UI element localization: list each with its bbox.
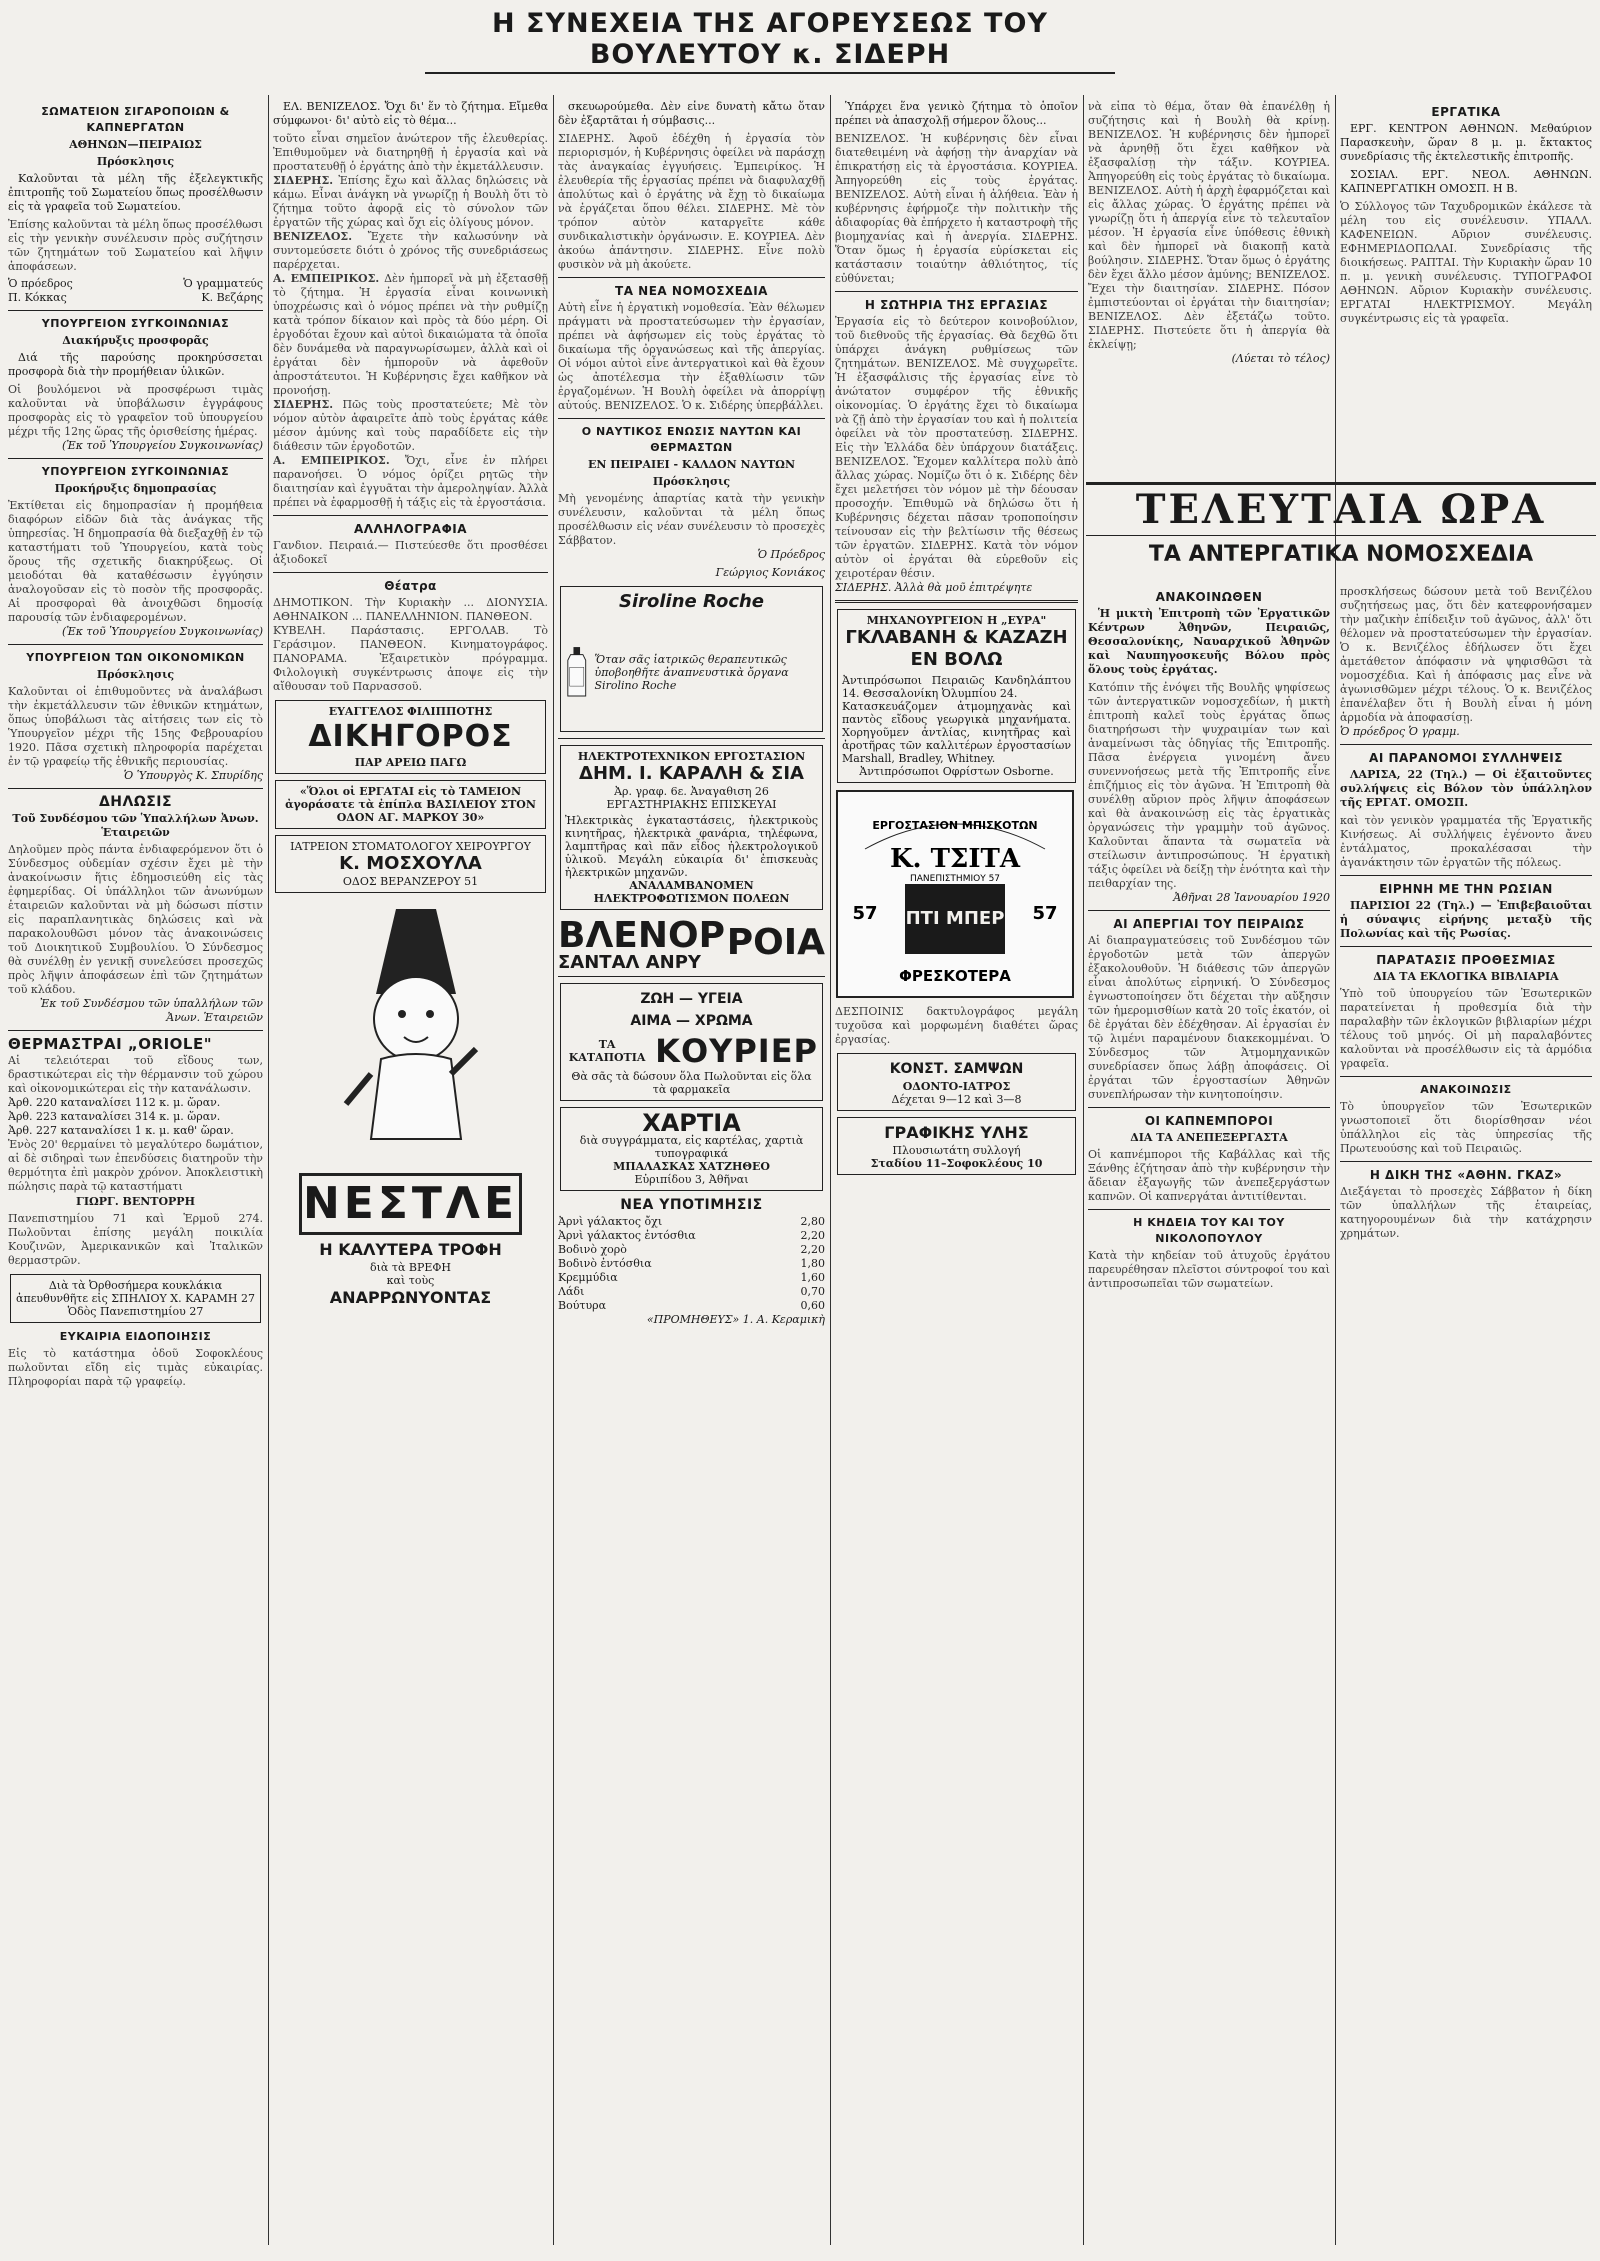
ad-product: ΠΤΙ ΜΠΕΡ [905,908,1005,929]
section-heading: ΑΝΑΚΟΙΝΩΘΕΝ [1155,590,1263,604]
biscuit-factory-ad [835,789,1075,999]
price-value: 2,20 [800,1229,825,1242]
last-hour-title: ΤΕΛΕΥΤΑΙΑ ΩΡΑ [1086,482,1596,536]
section-heading: ΟΙ ΚΑΠΝΕΜΠΟΡΟΙ [1144,1114,1274,1128]
ad-title: ΒΛΕΝΟΡ [558,915,726,956]
ad-box [10,1274,261,1323]
signature-name: Κ. Βεζάρης [201,291,263,304]
prices-heading: ΝΕΑ ΥΠΟΤΙΜΗΣΙΣ [620,1197,763,1213]
column-2 [273,100,548,2250]
price-item: Βοδινὸ χορὸ [558,1243,627,1256]
section-heading: ΥΠΟΥΡΓΕΙΟΝ ΤΩΝ ΟΙΚΟΝΟΜΙΚΩΝ [26,651,245,664]
prices-source: «ΠΡΟΜΗΘΕΥΣ» 1. Α. Κεραμικὴ [646,1313,825,1326]
article-body: Ἐπίσης καλοῦνται τὰ μέλη ὅπως προσέλθωσι εἰς τὴν γενικὴν συνέλευσιν πρὸς συζήτησιν τῶν ζητημάτων τοῦ Σωματείου καὶ λῆψιν ἀποφάσεων. [8,218,263,273]
price-value: 1,60 [800,1271,825,1284]
ad-title: ΧΑΡΤΙΑ [642,1109,741,1137]
roche-ad [560,586,823,732]
article-body: Ἐργασία εἰς τὸ δεύτερον κοινοβούλιον, τοῦ διεθνοῦς τῆς ἐργασίας. Θὰ δεχθῶ ὅτι ὑπάρχει ἀνάγκη ρυθμίσεως τῶν ζητημάτων. ΒΕΝΙΖΕΛΟΣ. Μὲ συγχωρεῖτε. Ἡ ἐξασφάλισις τῆς ἐργασίας εἶνε τὸ ἀνώτατον συμφέρον τῆς ἐθνικῆς οἰκονομίας. Ὁ ἐργάτης ἔχει τὸ δικαίωμα νὰ ζῇ ἀπὸ τὴν ἐργασίαν του καὶ ἡ πολιτεία ὀφείλει νὰ τὸν προστατεύσῃ. ΣΙΔΕΡΗΣ. Εἰς τὴν Ἑλλάδα δὲν ὑπάρχουν διατάξεις. ΒΕΝΙΖΕΛΟΣ. Ἔχομεν καλλίτερα πολὺ ἀπὸ ἄλλας χώρας. Νομίζω ὅτι ὁ κ. Σιδέρης δὲν ἔχει μελετήσει τὸν νόμον μὲ τὴν δέουσαν προσοχήν. Ἐπιθυμῶ νὰ δηλώσω ὅτι ἡ Κυβέρνησις δέχεται πᾶσαν τροποποίησιν τείνουσαν εἰς τὴν βελτίωσιν τῆς θέσεως τῶν ἐργατῶν. ΣΙΔΕΡΗΣ. Κατὰ τὸν νόμον αὐτὸν οἱ ἐργάται θὰ εὑρεθοῦν εἰς χειροτέραν θέσιν. [835,315,1078,580]
price-item: Βούτυρα [558,1299,607,1312]
worker-ad [275,780,546,829]
price-list [558,1215,825,1313]
signature-name: Γεώργιος Κονιάκος [715,566,825,579]
signature-label: Ὁ πρόεδρος [8,277,73,290]
price-row [558,1215,825,1229]
price-item: Λάδι [558,1285,585,1298]
article-body: Διεξάγεται τὸ προσεχὲς Σάββατον ἡ δίκη τῶν ὑπαλλήλων τῆς ἑταιρείας, κατηγορουμένων διὰ τὴν κατάχρησιν χρημάτων. [1340,1185,1592,1240]
signature-name: Π. Κόκκας [8,291,67,304]
column-rule [1083,95,1084,2245]
source-note: (Ἐκ τοῦ Ὑπουργείου Συγκοινωνίας) [62,625,263,638]
ad-name: Κ. ΜΟΣΧΟΥΛΑ [339,853,482,874]
price-item: Βοδινὸ ἐντόσθια [558,1257,652,1270]
article-body: Ἐκτίθεται εἰς δημοπρασίαν ἡ προμήθεια διαφόρων εἰδῶν διὰ τὰς ἀνάγκας τῆς ὑπηρεσίας. Ἡ δημοπρασία θὰ διεξαχθῇ ἐν τῷ καταστήματι τοῦ Ὑπουργείου, κατὰ τοὺς ὅρους τῆς σχετικῆς διακηρύξεως. Οἱ μειοδόται θὰ καταθέσωσιν ἐγγύησιν ἀναλογοῦσαν εἰς τὸ ποσὸν τῆς προσφορᾶς. Αἱ προσφοραὶ θὰ ἀνοιχθῶσι δημοσίᾳ παρουσίᾳ τῶν ἐνδιαφερομένων. [8,499,263,624]
article-body: Κατὰ τὴν κηδείαν τοῦ ἀτυχοῦς ἐργάτου παρευρέθησαν πλεῖστοι σύντροφοί του καὶ ἀντιπροσωπεῖαι τῶν σωματείων. [1088,1249,1330,1290]
price-value: 1,80 [800,1257,825,1270]
ad-line: ΑΝΑΡΡΩΝΥΟΝΤΑΣ [329,1288,492,1307]
signature-label: Ὁ Πρόεδρος [757,548,825,561]
section-heading: Η ΔΙΚΗ ΤΗΣ «ΑΘΗΝ. ΓΚΑΖ» [1369,1168,1563,1182]
article-paragraph: ΕΛ. ΒΕΝΙΖΕΛΟΣ. Ὄχι δι' ἕν τὸ ζήτημα. Εἴμεθα σύμφωνοι· δι' αὐτὸ εἰς τὸ θέμα... [273,100,548,127]
paper-ad [560,1107,823,1191]
speaker: Α. ΕΜΠΕΙΡΙΚΟΣ. [273,454,390,467]
article-body: Οἱ καπνέμποροι τῆς Καβάλλας καὶ τῆς Ξάνθης ἐζήτησαν ἀπὸ τὴν κυβέρνησιν τὴν ἄδειαν ἐξαγωγῆς τῶν ἀνεπεξεργάστων καπνῶν. Οἱ καπνεργάται ἀντιτίθενται. [1088,1148,1330,1203]
column-6-top [1340,100,1592,480]
article-body: Α. ΕΜΠΕΙΡΙΚΟΣ. Ὄχι, εἶνε ἐν πλήρει παρανοήσει. Ὁ νόμος ὁρίζει ρητῶς τὴν διαιτησίαν καὶ ἐγγυᾶται τὴν ἀμεροληψίαν. Ἀλλὰ πρέπει νὰ ἐφαρμοσθῇ ἡ τάξις εἰς τὰ ἐργοστάσια. [273,454,548,509]
ad-text: Διὰ τὰ Ὀρθοσήμερα κουκλάκια ἀπευθυνθῆτε εἰς ΣΠΗΛΙΟΥ Χ. ΚΑΡΑΜΗ 27 Ὁδὸς Πανεπιστημίου 27 [16,1279,255,1318]
section-subheading: ΔΙΑ ΤΑ ΑΝΕΠΕΞΕΡΓΑΣΤΑ [1130,1131,1288,1144]
section-heading: Η ΣΩΤΗΡΙΑ ΤΗΣ ΕΡΓΑΣΙΑΣ [864,298,1049,312]
section-subheading: Πρόσκλησις [96,155,175,168]
section-heading: ΑΝΑΚΟΙΝΩΣΙΣ [1420,1083,1512,1096]
ad-text: Πλουσιωτάτη συλλογή [892,1144,1021,1157]
signature-row [8,291,263,305]
main-headline: Η ΣΥΝΕΧΕΙΑ ΤΗΣ ΑΓΟΡΕΥΣΕΩΣ ΤΟΥ ΒΟΥΛΕΥΤΟΥ κ. ΣΙΔΕΡΗ [425,8,1115,74]
column-4 [835,100,1078,2250]
ad-line: διὰ τὰ ΒΡΕΦΗ [370,1261,451,1274]
article-body: Κατόπιν τῆς ἐνόψει τῆς Βουλῆς ψηφίσεως τῶν ἀντεργατικῶν νομοσχεδίων, ἡ μικτὴ ἐπιτροπὴ καλεῖ τοὺς ἐργάτας ὅπως διατηρήσωσι τὴν ψυχραιμίαν των καὶ ἀναμείνωσι τὰς ὁδηγίας τῆς Ἐπιτροπῆς. Πᾶσα ἐνέργεια γινομένη ἄνευ συνεννοήσεως μετὰ τῆς Ἐπιτροπῆς εἶνε ἐπιζήμιος εἰς τὸν ἀγῶνα. Ἡ Ἐπιτροπὴ θὰ συνέλθῃ αὔριον πρὸς λῆψιν ἀποφάσεων καὶ θὰ ἀνακοινώσῃ εἰς τὰς ἐργατικὰς ὀργανώσεις τὴν γραμμὴν τοῦ ἀγῶνος. Καλοῦνται ἅπαντα τὰ σωματεῖα νὰ στείλωσιν ἀντιπροσώπους. Ἡ ἐργατικὴ τάξις ὀφείλει νὰ δείξῃ τὴν ἑνότητα καὶ τὴν πειθαρχίαν της. [1088,681,1330,890]
section-heading: ΑΙ ΠΑΡΑΝΟΜΟΙ ΣΥΛΛΗΨΕΙΣ [1369,751,1563,765]
article-body: Γανδιον. Πειραιά.— Πιστεύεσθε ὅτι προσθέσει ἀξιοδοκεῖ [273,539,548,566]
ad-line: ΑΝΑΛΑΜΒΑΝΟΜΕΝ ΗΛΕΚΤΡΟΦΩΤΙΣΜΟΝ ΠΟΛΕΩΝ [593,879,790,905]
bottle-icon [565,617,589,727]
dateline: Ἀθῆναι 28 Ἰανουαρίου 1920 [1173,891,1330,904]
ad-number: 57 [1032,903,1058,924]
section-subheading: ΔΙΑ ΤΑ ΕΚΛΟΓΙΚΑ ΒΙΒΛΙΑΡΙΑ [1373,970,1559,983]
ad-text: Θὰ σᾶς τὰ δώσουν ὅλα Πωλοῦνται εἰς ὅλα τὰ φαρμακεῖα [571,1070,812,1096]
article-body: Ὑπὸ τοῦ ὑπουργείου τῶν Ἐσωτερικῶν παρατείνεται ἡ προθεσμία διὰ τὴν παραλαβὴν τῶν ἐκλογικῶν βιβλιαρίων μέχρι τέλους τοῦ μηνός. Οἱ μὴ παραλαβόντες καλοῦνται νὰ προσέλθωσιν εἰς τὰ ἁρμόδια γραφεῖα. [1340,987,1592,1070]
stationery-ad [837,1117,1076,1175]
article-body: Αὐτὴ εἶνε ἡ ἐργατικὴ νομοθεσία. Ἐὰν θέλωμεν πράγματι νὰ προστατεύσωμεν τὴν ἐργασίαν, πρέπει νὰ ἀφήσωμεν εἰς τοὺς ἐργάτας τὸ δικαίωμα τῆς ὀργανώσεως καὶ τῆς ἀπεργίας. Οἱ νόμοι αὐτοὶ εἶνε ἀντεργατικοὶ καὶ θὰ ἔχουν ὡς ἀποτέλεσμα τὴν ἐξαθλίωσιν τῶν ἐργαζομένων. Ἡ Βουλὴ ὀφείλει νὰ ἀπορρίψῃ αὐτούς. ΒΕΝΙΖΕΛΟΣ. Ὁ κ. Σιδέρης ὑπερβάλλει. [558,301,825,412]
ad-heading: ΘΕΡΜΑΣΤΡΑΙ „ORIOLE" [8,1035,213,1053]
ad-address: ΠΑΡ ΑΡΕΙΩ ΠΑΓΩ [354,756,467,769]
section-subheading: Πρόσκλησις [652,475,731,488]
ad-body: Πανεπιστημίου 71 καὶ Ἑρμοῦ 274. Πωλοῦνται ἐπίσης μεγάλη ποικιλία Κουζινῶν, Ἀμερικανικῶν καὶ Ἰταλικῶν θερμαστρῶν. [8,1212,263,1267]
classified-ad: ΔΕΣΠΟΙΝΙΣ δακτυλογράφος μεγάλη τυχοῦσα καὶ μορφωμένη διαθέτει ὥρας ἐργασίας. [835,1005,1078,1046]
section-subheading: ΕΝ ΠΕΙΡΑΙΕΙ - ΚΑΛΔΟΝ ΝΑΥΤΩΝ [588,458,795,471]
article-body: ΣΙΔΕΡΗΣ. Ἀφοῦ ἐδέχθη ἡ ἐργασία τὸν περιορισμόν, ἡ Κυβέρνησις ὀφείλει νὰ παράσχῃ τὰς ἀναγκαίας ἐγγυήσεις. Ἐμπειρίκος. Ἡ ἐλευθερία τῆς ἐργασίας πρέπει νὰ διαφυλαχθῇ ἀπολύτως καὶ ὁ ἐργάτης νὰ ἔχῃ τὸ δικαίωμα νὰ ἐργάζεται ὅπου θέλει. ΣΙΔΕΡΗΣ. Μὲ τὸν τρόπον αὐτὸν καταργεῖτε κάθε συνδικαλιστικὴν ὀργάνωσιν. Ε. ΚΟΥΡΙΕΑ. Δὲν ἀκούω ἀπάντησιν. ΣΙΔΕΡΗΣ. Εἶνε πολὺ φυσικὸν νὰ μὴ ἀκούετε. [558,132,825,271]
price-value: 0,60 [800,1299,825,1312]
section-heading: ΑΛΛΗΛΟΓΡΑΦΙΑ [353,522,468,536]
ad-title: ΕΡΓΟΣΤΑΣΙΟΝ ΜΠΙΣΚΟΤΩΝ [872,819,1038,832]
dentist-ad [837,1053,1076,1111]
baby-doll-illustration [326,899,496,1159]
last-hour-banner [1086,482,1596,573]
ad-name: ΕΥΑΓΓΕΛΟΣ ΦΙΛΙΠΠΟΤΗΣ [328,705,493,718]
price-row [558,1243,825,1257]
section-heading: Ο ΝΑΥΤΙΚΟΣ ΕΝΩΣΙΣ ΝΑΥΤΩΝ ΚΑΙ ΘΕΡΜΑΣΤΩΝ [581,425,802,454]
ad-body: Ἑνὸς 20' θερμαίνει τὸ μεγαλύτερο δωμάτιον, αἱ δὲ σιδηραὶ των ἐπενδύσεις διατηροῦν τὴν θερμότητα ἐπὶ μακρὸν χρόνον. Ἀποκλειστικὴ πώλησις παρὰ τῷ καταστήματι [8,1138,263,1193]
article-body: Δηλοῦμεν πρὸς πάντα ἐνδιαφερόμενον ὅτι ὁ Σύνδεσμος οὐδεμίαν σχέσιν ἔχει μὲ τὴν ἀνακοίνωσιν ἥτις ἐδημοσιεύθη εἰς τὰς ἐφημερίδας. Οἱ ὑπάλληλοι τῶν ἀνωνύμων ἑταιρειῶν καλοῦνται νὰ μὴ δώσωσι πίστιν εἰς παραπλανητικὰς δηλώσεις καὶ νὰ παρακολουθῶσι μόνον τὰς ἀνακοινώσεις τοῦ Διοικητικοῦ Συμβουλίου. Ὁ Σύνδεσμος θὰ συνέλθῃ ἐν γενικῇ συνελεύσει προσεχῶς πρὸς λῆψιν ἀποφάσεων ἐπὶ τῶν ζητημάτων τοῦ κλάδου. [8,843,263,996]
lawyer-ad [275,700,546,774]
ad-title: ΜΗΧΑΝΟΥΡΓΕΙΟΝ Η „ΕΥΡΑ" [866,614,1047,627]
machine-shop-ad: ΜΗΧΑΝΟΥΡΓΕΙΟΝ Η „ΕΥΡΑ" ΓΚΛΑΒΑΝΗ & ΚΑΖΑΖΗ ΕΝ ΒΟΛΩ Ἀντιπρόσωποι Πειραιῶς Κανδηλάπτου 14. Θεσσαλονίκη Ὀλυμπίου 24. Κατασκευάζομεν ἀτμομηχανὰς καὶ παντὸς εἴδους γεωργικὰ μηχανήματα. Χορηγοῦμεν ἀντλίας, κινητῆρας καὶ ἀροτῆρας τῶν καλλιτέρων ἐργοστασίων Marshall, Bradley, Whitney. Ἀντιπρόσωποι Οφρίστων Osborne. [837,609,1076,783]
article-body: Ὁ Σύλλογος τῶν Ταχυδρομικῶν ἐκάλεσε τὰ μέλη του εἰς συνέλευσιν. ΥΠΑΛΛ. ΚΑΦΕΝΕΙΩΝ. Αὔριον συνέλευσις. ΕΦΗΜΕΡΙΔΟΠΩΛΑΙ. Συνεδρίασις τῆς διοικήσεως. ΡΑΠΤΑΙ. Τὴν Κυριακὴν ὥραν 10 π. μ. γενικὴ συνέλευσις. ΤΥΠΟΓΡΑΦΟΙ ΑΘΗΝΩΝ. Αὔριον Κυριακὴν συνέλευσις. ΕΡΓΑΤΑΙ ΗΛΕΚΤΡΙΣΜΟΥ. Μεγάλη συγκέντρωσις εἰς τὰ γραφεῖα. [1340,200,1592,325]
section-subheading: Προκήρυξις δημοπρασίας [54,482,217,495]
price-value: 0,70 [800,1285,825,1298]
ad-address: ΟΔΟΣ ΒΕΡΑΝΖΕΡΟΥ 51 [342,875,479,888]
column-5 [1088,585,1330,2250]
ad-text: Ἀντιπρόσωποι Πειραιῶς Κανδηλάπτου 14. Θεσσαλονίκη Ὀλυμπίου 24. [842,674,1071,700]
column-rule [553,95,554,2245]
theatre-listings: ΔΗΜΟΤΙΚΟΝ. Τὴν Κυριακὴν ... ΔΙΟΝΥΣΙΑ. ΑΘΗΝΑΙΚΟΝ ... ΠΑΝΕΛΛΗΝΙΟΝ. ΠΑΝΘΕΟΝ. [273,596,548,623]
signature: Ἐκ τοῦ Συνδέσμου τῶν ὑπαλλήλων τῶν Ἀνων. Ἑταιρειῶν [39,997,263,1024]
article-body: τοῦτο εἶναι σημεῖον ἀνώτερον τῆς ἐλευθερίας. Ἐπιθυμοῦμεν νὰ διατηρηθῇ ἡ ἐργασία καὶ νὰ προστατευθῇ ὁ ἐργάτης ἀπὸ τὴν ἐκμετάλλευσιν. [273,132,548,173]
section-heading: ΣΩΜΑΤΕΙΟΝ ΣΙΓΑΡΟΠΟΙΩΝ & ΚΑΠΝΕΡΓΑΤΩΝ [41,105,230,134]
ad-title: ΡΟΙΑ [726,922,825,963]
article-body: ΒΕΝΙΖΕΛΟΣ. Ἡ κυβέρνησις δὲν εἶναι διατεθειμένη νὰ ἀφήσῃ τὴν ἀναρχίαν νὰ ἐπικρατήσῃ εἰς τὰ ἐργοστάσια. ΚΟΥΡΙΕΑ. Ἀπηγορεύθη εἰς τοὺς ἐργάτας. ΒΕΝΙΖΕΛΟΣ. Αὐτὴ εἶναι ἡ ἀλήθεια. Ἐὰν ἡ κυβέρνησις ἐφήρμοζε τὴν πολιτικὴν τῆς ἀδιαφορίας θὰ ἐπήρχετο ἡ καταστροφὴ τῆς βιομηχανίας καὶ ἡ ἀνεργία. ΣΙΔΕΡΗΣ. Ὅταν ὅμως ἡ ἐργασία εὑρίσκεται εἰς κατάστασιν τοιαύτην ἀθλιότητος, τίς εὐθύνεται; [835,132,1078,285]
article-body: Εἰς τὸ κατάστημα ὁδοῦ Σοφοκλέους πωλοῦνται εἴδη εἰς τιμὰς εὐκαιρίας. Πληροφορίαι παρὰ τῷ γραφείῳ. [8,1347,263,1388]
article-body: προσκλήσεως δώσουν μετὰ τοῦ Βενιζέλου συζητήσεως μας, ὅτι δὲν κατεφρονήσαμεν τὴν μαζικὴν ἐπίδειξιν τοῦ ἀγῶνος, ἀλλ' ὅτι θέλομεν νὰ προστατεύσωμεν τὴν ἐργασίαν. Ὁ κ. Βενιζέλος ἐδήλωσεν ὅτι ἔχει ἀμετάθετον ἀπόφασιν νὰ ψηφισθῶσι τὰ νομοσχέδια. Καὶ ἡ ἀπόφασις μας εἶνε νὰ ἀγωνισθῶμεν μέχρι τέλους. Ὁ κ. Βενιζέλος ἐπανέλαβεν ὅτι ἡ Βουλὴ εἶναι ἡ μόνη ἁρμοδία νὰ ἀποφασίσῃ. [1340,585,1592,724]
price-item: Ἀρνὶ γάλακτος ἐντόσθια [558,1229,696,1242]
ad-body: Αἱ τελειότεραι τοῦ εἴδους των, δραστικώτεραι εἰς τὴν θέρμανσιν τοῦ χώρου καὶ οἰκονομικώτεραι εἰς τὴν κατανάλωσιν. [8,1054,263,1095]
article-paragraph: ΕΡΓ. ΚΕΝΤΡΟΝ ΑΘΗΝΩΝ. Μεθαύριον Παρασκευὴν, ὥραν 8 μ. μ. ἔκτακτος συνεδρίασις τῆς ἐκτελεστικῆς ἐπιτροπῆς. [1340,122,1592,163]
article-paragraph: Ὑπάρχει ἕνα γενικὸ ζήτημα τὸ ὁποῖον πρέπει νὰ ἀπασχολῇ σήμερον ὅλους... [835,100,1078,127]
section-heading: ΥΠΟΥΡΓΕΙΟΝ ΣΥΓΚΟΙΝΩΝΙΑΣ [41,465,230,478]
ad-line: Ἀρθ. 227 καταναλίσει 1 κ. μ. καθ' ὥραν. [8,1124,234,1137]
ad-line: καὶ τοὺς [386,1274,435,1287]
article-paragraph: Καλοῦνται τὰ μέλη τῆς ἐξελεγκτικῆς ἐπιτροπῆς τοῦ Σωματείου ὅπως προσέλθωσιν εἰς τὰ γραφεῖα τοῦ Σωματείου. [8,172,263,213]
speaker: Α. ΕΜΠΕΙΡΙΚΟΣ. [273,272,380,285]
ad-address: Ἀρ. γραφ. 6ε. Ἀναγαθιση 26 ΕΡΓΑΣΤΗΡΙΑΚΗΣ ΕΠΙΣΚΕΥΑΙ [606,785,777,811]
article-paragraph: σκευωρούμεθα. Δὲν εἶνε δυνατὴ κἄτω ὅταν δὲν ἐξαρτᾶται ἡ σύμβασις... [558,100,825,127]
ad-text: «Ὅλοι οἱ ΕΡΓΑΤΑΙ εἰς τὸ ΤΑΜΕΙΟΝ ἀγοράσατε τὰ ἐπίπλα ΒΑΣΙΛΕΙΟΥ ΣΤΟΝ ΟΔΟΝ ΑΓ. ΜΑΡΚΟΥ 30» [285,785,536,824]
article-paragraph: Διά τῆς παρούσης προκηρύσσεται προσφορὰ διὰ τὴν προμήθειαν ὑλικῶν. [8,351,263,378]
section-subheading: Τοῦ Συνδέσμου τῶν Ὑπαλλήλων Ἀνων. Ἑταιρειῶν [12,812,259,839]
price-row [558,1271,825,1285]
nestle-logo: ΝΕΣΤΛΕ [299,1173,522,1235]
section-heading: ΑΙ ΑΠΕΡΓΙΑΙ ΤΟΥ ΠΕΙΡΑΙΩΣ [1113,917,1305,931]
ad-address: Σταδίου 11–Σοφοκλέους 10 [870,1157,1043,1170]
ad-title: ΚΟΥΡΙΕΡ [655,1032,818,1070]
ad-line: Ἀρθ. 223 καταναλίσει 314 κ. μ. ὥραν. [8,1110,221,1123]
article-end: ΣΙΔΕΡΗΣ. Ἀλλὰ θὰ μοῦ ἐπιτρέψητε [835,581,1033,594]
ad-line: ΤΑ ΚΑΤΑΠΟΤΙΑ [568,1038,646,1064]
ad-name: ΔΗΜ. Ι. ΚΑΡΑΛΗ & ΣΙΑ [579,763,804,784]
ad-line: ΑΙΜΑ — ΧΡΩΜΑ [630,1013,753,1029]
speaker: ΣΙΔΕΡΗΣ. [273,398,334,411]
article-body: Αἱ διαπραγματεύσεις τοῦ Συνδέσμου τῶν ἐργοδοτῶν μετὰ τῶν ἀπεργῶν ἐξακολουθοῦν. Ἡ διάθεσις τῶν ἀπεργῶν εἶναι ἀπολύτως εἰρηνική. Ὁ Σύνδεσμος ἐγνωστοποίησεν ὅτι δέχεται τὴν αὔξησιν τῶν ἡμερομισθίων κατὰ 20 τοῖς ἑκατόν, οἱ δὲ ἐργάται δὲν ἐδέχθησαν. Αἱ ἐργασίαι ἐν τῷ λιμένι παραμένουν διακεκομμέναι. Ὁ Σύνδεσμος τῶν Ἀτμομηχανικῶν συνεδρίασεν ὅπως λάβῃ ἀποφάσεις. Οἱ ἐργάται τῶν ἐργοστασίων Ἀθηνῶν συνεπλήρωσαν τὴν κινητοποίησιν. [1088,934,1330,1101]
blenor-ad [558,915,825,973]
article-body: Α. ΕΜΠΕΙΡΙΚΟΣ. Δὲν ἠμπορεῖ νὰ μὴ ἐξετασθῇ τὸ ζήτημα. Ἡ ἐργασία εἶναι κοινωνικὴ ὑποχρέωσις καὶ ὁ νόμος πρέπει νὰ τὴν ρυθμίζῃ κατὰ τρόπον δίκαιον καὶ πρὸς τὰ δύο μέρη. Οἱ ἐργοδόται ἔχουν καὶ αὐτοὶ δικαιώματα τὰ ὁποῖα δὲν δυνάμεθα νὰ παραγνωρίσωμεν, ἀλλὰ καὶ οἱ ἐργάται δὲν ἠμποροῦν νὰ ἀφεθοῦν ἀπροστάτευτοι. Ἡ Κυβέρνησις ἔχει καθῆκον νὰ προνοήσῃ. [273,272,548,397]
section-heading: ΔΗΛΩΣΙΣ [98,794,173,810]
column-3 [558,100,825,2250]
dentist-ad [275,835,546,893]
article-body: Οἱ βουλόμενοι νὰ προσφέρωσι τιμὰς καλοῦνται νὰ ὑποβάλωσιν ἐγγράφους προσφορὰς εἰς τὸ γραφεῖον τοῦ ὑπουργείου μέχρι τῆς 12ης ὥρας τῆς ὁρισθείσης ἡμέρας. [8,383,263,438]
ad-slogan: ΦΡΕΣΚΟΤΕΡΑ [899,967,1011,985]
section-heading: ΥΠΟΥΡΓΕΙΟΝ ΣΥΓΚΟΙΝΩΝΙΑΣ [41,317,230,330]
ad-subtitle: ΣΑΝΤΑΛ ΑΝΡΥ [558,952,701,973]
section-subheading: ΑΘΗΝΩΝ—ΠΕΙΡΑΙΩΣ [69,138,202,151]
ad-text: Ὅταν σᾶς ἰατρικῶς θεραπευτικῶς ὑποβοηθῆτε ἀναπνευστικὰ ὄργανα Sirolino Roche [594,652,789,692]
signature-row [8,277,263,291]
article-body: νὰ εἶπα τὸ θέμα, ὅταν θὰ ἐπανέλθῃ ἡ συζήτησις καὶ ἡ Βουλὴ θὰ κρίνῃ. ΒΕΝΙΖΕΛΟΣ. Ἡ κυβέρνησις δὲν ἠμπορεῖ νὰ ἀρνηθῇ ὅτι ἔχει καθῆκον νὰ ἐξασφαλίσῃ τὴν τάξιν. ΚΟΥΡΙΕΑ. Ἀπηγορεύθη εἰς τοὺς ἐργάτας τὸ δικαίωμα. ΒΕΝΙΖΕΛΟΣ. Αὐτὴ ἡ ἀρχὴ ἐφαρμόζεται καὶ εἰς ἄλλας χώρας. Ὁ ἐργάτης πρέπει νὰ γνωρίζῃ ὅτι ἡ ἀπεργία εἶνε τὸ τελευταῖον μέσον. Ἡ ἐργασία εἶνε ὑπόθεσις ἐθνικὴ καὶ δὲν ἠμπορεῖ νὰ διακοπῇ κατὰ βούλησιν. ΣΙΔΕΡΗΣ. Ὅταν ὅμως ὁ ἐργάτης δὲν ἔχει ἄλλο μέσον ἀμύνης; ΒΕΝΙΖΕΛΟΣ. Ἔχει τὴν διαιτησίαν. ΣΙΔΕΡΗΣ. Πόσον ἐμπιστεύονται οἱ ἐργάται τὴν διαιτησίαν; ΒΕΝΙΖΕΛΟΣ. Δὲν ἐξετάζω τοῦτο. ΣΙΔΕΡΗΣ. Πιστεύετε ὅτι ἡ ἀπεργία θὰ ἐκλείψῃ; [1088,100,1330,351]
ad-name: ΓΚΛΑΒΑΝΗ & ΚΑΖΑΖΗ ΕΝ ΒΟΛΩ [845,627,1068,670]
ad-number: 57 [852,903,878,924]
ad-title: ΙΑΤΡΕΙΟΝ ΣΤΟΜΑΤΟΛΟΓΟΥ ΧΕΙΡΟΥΡΓΟΥ [290,840,531,853]
column-rule [830,95,831,2245]
speaker: ΒΕΝΙΖΕΛΟΣ. [273,230,353,243]
column-1 [8,100,263,2250]
article-paragraph: ΣΟΣΙΑΛ. ΕΡΓ. ΝΕΟΛ. ΑΘΗΝΩΝ. ΚΑΠΝΕΡΓΑΤΙΚΗ ΟΜΟΣΠ. Η Β. [1340,168,1592,195]
signature: Ὁ Ὑπουργὸς Κ. Σπυρίδης [123,769,263,782]
article-body: ΣΙΔΕΡΗΣ. Ἐπίσης ἔχω καὶ ἄλλας δηλώσεις νὰ κάμω. Εἶναι ἀνάγκη νὰ γνωρίζῃ ἡ Βουλὴ ὅτι τὸ ζήτημα τοῦτο ἀφορᾷ εἰς τὸ σύνολον τῶν ἐργατῶν τῆς χώρας καὶ ὄχι εἰς ὀλίγους μόνον. [273,174,548,229]
nestle-ad [275,1165,546,1313]
article-body: Τὸ ὑπουργεῖον τῶν Ἐσωτερικῶν γνωστοποιεῖ ὅτι διορίσθησαν νέοι ὑπάλληλοι εἰς τὰς ὑπηρεσίας τῆς Πρωτευούσης καὶ τοῦ Πειραιῶς. [1340,1100,1592,1155]
ad-line: ΖΩΗ — ΥΓΕΙΑ [640,991,743,1007]
price-item: Κρεμμύδια [558,1271,618,1284]
price-row [558,1285,825,1299]
section-subheading: Πρόσκλησις [96,668,175,681]
price-value: 2,20 [800,1243,825,1256]
article-body: Καλοῦνται οἱ ἐπιθυμοῦντες νὰ ἀναλάβωσι τὴν ἐκμετάλλευσιν τῶν ἐθνικῶν κτημάτων, ὅπως ὑποβάλωσι τὰς αἰτήσεις των εἰς τὸ Ὑπουργεῖον μέχρι τῆς 15ης Φεβρουαρίου 1920. Πᾶσα σχετικὴ πληροφορία παρέχεται ἐν τῷ γραφείῳ τῆς ἐθνικῆς περιουσίας. [8,685,263,768]
price-item: Ἀρνὶ γάλακτος ὄχι [558,1215,663,1228]
column-6: προσκλήσεως δώσουν μετὰ τοῦ Βενιζέλου συζητήσεως μας, ὅτι δὲν κατεφρονήσαμεν τὴν μαζικὴν ἐπίδειξιν τοῦ ἀγῶνος, ἀλλ' ὅτι θέλομεν νὰ προστατεύσωμεν τὴν ἐργασίαν. Ὁ κ. Βενιζέλος ἐδήλωσεν ὅτι ἔχει ἀμετάθετον ἀπόφασιν νὰ ψηφισθῶσι τὰ νομοσχέδια. Καὶ ἡ ἀπόφασις μας εἶνε νὰ ἀγωνισθῶμεν μέχρι τέλους. Ὁ κ. Βενιζέλος ἐπανέλαβεν ὅτι ἡ Βουλὴ εἶναι ἡ μόνη ἁρμοδία νὰ ἀποφασίσῃ. Ὁ πρόεδρος Ὁ γραμμ. ΑΙ ΠΑΡΑΝΟΜΟΙ ΣΥΛΛΗΨΕΙΣ ΛΑΡΙΣΑ, 22 (Τηλ.) — Οἱ ἐξαιτοῦντες συλλήψεις εἰς Βόλον τὸν ὑπάλληλον τῆς ΕΡΓΑΤ. ΟΜΟΣΠ. καὶ τὸν γενικὸν γραμματέα τῆς Ἐργατικῆς Κινήσεως. Αἱ συλλήψεις ἐγένοντο ἄνευ ἐντάλματος, προκαλέσασαι τὴν ἀγανάκτησιν τῶν ἐργατῶν τῆς πόλεως. ΕΙΡΗΝΗ ΜΕ ΤΗΝ ΡΩΣΙΑΝ ΠΑΡΙΣΙΟΙ 22 (Τηλ.) — Ἐπιβεβαιοῦται ἡ σύναψις εἰρήνης μεταξὺ τῆς Πολωνίας καὶ τῆς Ρωσίας. ΠΑΡΑΤΑΣΙΣ ΠΡΟΘΕΣΜΙΑΣ ΔΙΑ ΤΑ ΕΚΛΟΓΙΚΑ ΒΙΒΛΙΑΡΙΑ Ὑπὸ τοῦ ὑπουργείου τῶν Ἐσωτερικῶν παρατείνεται ἡ προθεσμία διὰ τὴν παραλαβὴν τῶν ἐκλογικῶν βιβλιαρίων μέχρι τέλους τοῦ μηνός. Οἱ μὴ παραλαβόντες καλοῦνται νὰ προσέλθωσιν εἰς τὰ ἁρμόδια γραφεῖα. ΑΝΑΚΟΙΝΩΣΙΣ Τὸ ὑπουργεῖον τῶν Ἐσωτερικῶν γνωστοποιεῖ ὅτι διορίσθησαν νέοι ὑπάλληλοι εἰς τὰς ὑπηρεσίας τῆς Πρωτευούσης καὶ τοῦ Πειραιῶς. Η ΔΙΚΗ ΤΗΣ «ΑΘΗΝ. ΓΚΑΖ» Διεξάγεται τὸ προσεχὲς Σάββατον ἡ δίκη τῶν ὑπαλλήλων τῆς ἑταιρείας, κατηγορουμένων διὰ τὴν κατάχρησιν χρημάτων. [1340,585,1592,1240]
ad-title: Siroline Roche [618,591,765,612]
speaker: ΣΙΔΕΡΗΣ. [273,174,334,187]
article-paragraph: ΛΑΡΙΣΑ, 22 (Τηλ.) — Οἱ ἐξαιτοῦντες συλλήψεις εἰς Βόλον τὸν ὑπάλληλον τῆς ΕΡΓΑΤ. ΟΜΟΣΠ. [1340,768,1592,809]
ad-line: Ἀρθ. 220 καταναλίσει 112 κ. μ. ὥραν. [8,1096,221,1109]
column-rule [1335,95,1336,2245]
article-body: καὶ τὸν γενικὸν γραμματέα τῆς Ἐργατικῆς Κινήσεως. Αἱ συλλήψεις ἐγένοντο ἄνευ ἐντάλματος, προκαλέσασαι τὴν ἀγανάκτησιν τῶν ἐργατῶν τῆς πόλεως. [1340,814,1592,869]
ad-title: ΓΡΑΦΙΚΗΣ ΥΛΗΣ [884,1123,1029,1142]
section-heading: Η ΚΗΔΕΙΑ ΤΟΥ ΚΑΙ ΤΟΥ ΝΙΚΟΛΟΠΟΥΛΟΥ [1133,1216,1285,1245]
ad-name: ΜΠΑΛΑΣΚΑΣ ΧΑΤΖΗΘΕΟ [613,1160,770,1173]
price-value: 2,80 [800,1215,825,1228]
price-row [558,1257,825,1271]
ad-text: Ἀντιπρόσωποι Οφρίστων Osborne. [859,765,1054,778]
kourier-ad [560,983,823,1101]
column-rule [268,95,269,2245]
last-hour-subtitle: ΤΑ ΑΝΤΕΡΓΑΤΙΚΑ ΝΟΜΟΣΧΕΔΙΑ [1148,542,1534,567]
section-heading: ΕΙΡΗΝΗ ΜΕ ΤΗΝ ΡΩΣΙΑΝ [1379,882,1553,896]
section-heading: Θέατρα [384,579,437,593]
section-heading: ΤΑ ΝΕΑ ΝΟΜΟΣΧΕΔΙΑ [615,284,768,298]
article-body: Μὴ γενομένης ἀπαρτίας κατὰ τὴν γενικὴν συνέλευσιν, καλοῦνται τὰ μέλη ὅπως προσέλθωσιν εἰς νέαν συνέλευσιν τὸ προσεχὲς Σάββατον. [558,492,825,547]
ad-name: Κ. ΤΣΙΤΑ [889,844,1021,874]
section-heading: ΕΡΓΑΤΙΚΑ [1431,105,1501,119]
price-row [558,1229,825,1243]
electrotech-ad: ΗΛΕΚΤΡΟΤΕΧΝΙΚΟΝ ΕΡΓΟΣΤΑΣΙΟΝ ΔΗΜ. Ι. ΚΑΡΑΛΗ & ΣΙΑ Ἀρ. γραφ. 6ε. Ἀναγαθιση 26 ΕΡΓΑΣΤΗΡΙΑΚΗΣ ΕΠΙΣΚΕΥΑΙ Ἠλεκτρικὰς ἐγκαταστάσεις, ἠλεκτρικοὺς κινητῆρας, ἠλεκτρικὰ φανάρια, τηλέφωνα, λαμπτῆρας καὶ πᾶν εἶδος ἠλεκτρολογικοῦ ὑλικοῦ. Μεγάλη εὐκαιρία δι' ἐπισκευὰς ἠλεκτρικῶν μηχανῶν. ΑΝΑΛΑΜΒΑΝΟΜΕΝ ΗΛΕΚΤΡΟΦΩΤΙΣΜΟΝ ΠΟΛΕΩΝ [560,745,823,910]
ad-title: ΗΛΕΚΤΡΟΤΕΧΝΙΚΟΝ ΕΡΓΟΣΤΑΣΙΟΝ [577,750,806,763]
ad-hours: Δέχεται 9—12 καὶ 3—8 [891,1093,1022,1106]
price-row [558,1299,825,1313]
section-heading: ΕΥΚΑΙΡΙΑ ΕΙΔΟΠΟΙΗΣΙΣ [59,1330,212,1343]
source-note: (Ἐκ τοῦ Ὑπουργείου Συγκοινωνίας) [62,439,263,452]
ad-address: Εὐριπίδου 3, Ἀθῆναι [634,1173,749,1186]
theatre-listings: ΚΥΒΕΛΗ. Παράστασις. ΕΡΓΟΛΑΒ. Τὸ Γεράσιμον. ΠΑΝΘΕΟΝ. Κινηματογράφος. ΠΑΝΟΡΑΜΑ. Ἐξαιρετικὸν πρόγραμμα. Φιλολογικὴ συγκέντρωσις ἀποψε εἰς τὴν αἴθουσαν τοῦ Παρνασσοῦ. [273,624,548,693]
ad-address: ΠΑΝΕΠΙΣΤΗΜΙΟΥ 57 [909,874,1001,884]
article-body: ΣΙΔΕΡΗΣ. Πῶς τοὺς προστατεύετε; Μὲ τὸν νόμον αὐτὸν ἀφαιρεῖτε ἀπὸ τοὺς ἐργάτας κάθε μέσον ἀμύνης καὶ τοὺς παραδίδετε εἰς τὴν διάθεσιν τῶν ἐργοδοτῶν. [273,398,548,453]
section-heading: ΠΑΡΑΤΑΣΙΣ ΠΡΟΘΕΣΜΙΑΣ [1376,953,1556,967]
ad-name: ΚΟΝΣΤ. ΣΑΜΨΩΝ [889,1061,1024,1077]
column-5-top: νὰ εἶπα τὸ θέμα, ὅταν θὰ ἐπανέλθῃ ἡ συζήτησις καὶ ἡ Βουλὴ θὰ κρίνῃ. ΒΕΝΙΖΕΛΟΣ. Ἡ κυβέρνησις δὲν ἠμπορεῖ νὰ ἀρνηθῇ ὅτι ἔχει καθῆκον νὰ ἐξασφαλίσῃ τὴν τάξιν. ΚΟΥΡΙΕΑ. Ἀπηγορεύθη εἰς τοὺς ἐργάτας τὸ δικαίωμα. ΒΕΝΙΖΕΛΟΣ. Αὐτὴ ἡ ἀρχὴ ἐφαρμόζεται καὶ εἰς ἄλλας χώρας. Ὁ ἐργάτης πρέπει νὰ γνωρίζῃ ὅτι ἡ ἀπεργία εἶνε τὸ τελευταῖον μέσον. Ἡ ἐργασία εἶνε ὑπόθεσις ἐθνικὴ καὶ δὲν ἠμπορεῖ νὰ διακοπῇ κατὰ βούλησιν. ΣΙΔΕΡΗΣ. Ὅταν ὅμως ὁ ἐργάτης δὲν ἔχει ἄλλο μέσον ἀμύνης; ΒΕΝΙΖΕΛΟΣ. Ἔχει τὴν διαιτησίαν. ΣΙΔΕΡΗΣ. Πόσον ἐμπιστεύονται οἱ ἐργάται τὴν διαιτησίαν; ΒΕΝΙΖΕΛΟΣ. Δὲν ἐξετάζω τοῦτο. ΣΙΔΕΡΗΣ. Πιστεύετε ὅτι ἡ ἀπεργία θὰ ἐκλείψῃ; (Λύεται τὸ τέλος) [1088,100,1330,365]
article-body: ΒΕΝΙΖΕΛΟΣ. Ἔχετε τὴν καλωσύνην νὰ συντομεύσετε διότι ὁ χρόνος τῆς συνεδριάσεως παρέρχεται. [273,230,548,271]
ad-title: ΟΔΟΝΤΟ-ΙΑΤΡΟΣ [902,1080,1011,1093]
ad-line: Η ΚΑΛΥΤΕΡΑ ΤΡΟΦΗ [319,1240,502,1259]
article-paragraph: ΠΑΡΙΣΙΟΙ 22 (Τηλ.) — Ἐπιβεβαιοῦται ἡ σύναψις εἰρήνης μεταξὺ τῆς Πολωνίας καὶ τῆς Ρωσίας. [1340,899,1592,940]
section-subheading: Διακήρυξις προσφορᾶς [62,334,209,347]
ad-name: ΓΙΩΡΓ. ΒΕΝΤΟΡΡΗ [76,1195,195,1208]
ad-title: ΔΙΚΗΓΟΡΟΣ [308,719,513,754]
ad-text: διὰ συγγράμματα, εἰς καρτέλας, χαρτιὰ τυπογραφικά [579,1134,804,1160]
article-paragraph: Ἡ μικτὴ Ἐπιτροπὴ τῶν Ἐργατικῶν Κέντρων Ἀθηνῶν, Πειραιῶς, Θεσσαλονίκης, Ναυαρχικοῦ Ἀθηνῶν καὶ Ναυπηγοσκευῆς Βόλου πρὸς ὅλους τοὺς ἐργάτας. [1088,607,1330,676]
signature-label: Ὁ γραμματεύς [183,277,263,290]
